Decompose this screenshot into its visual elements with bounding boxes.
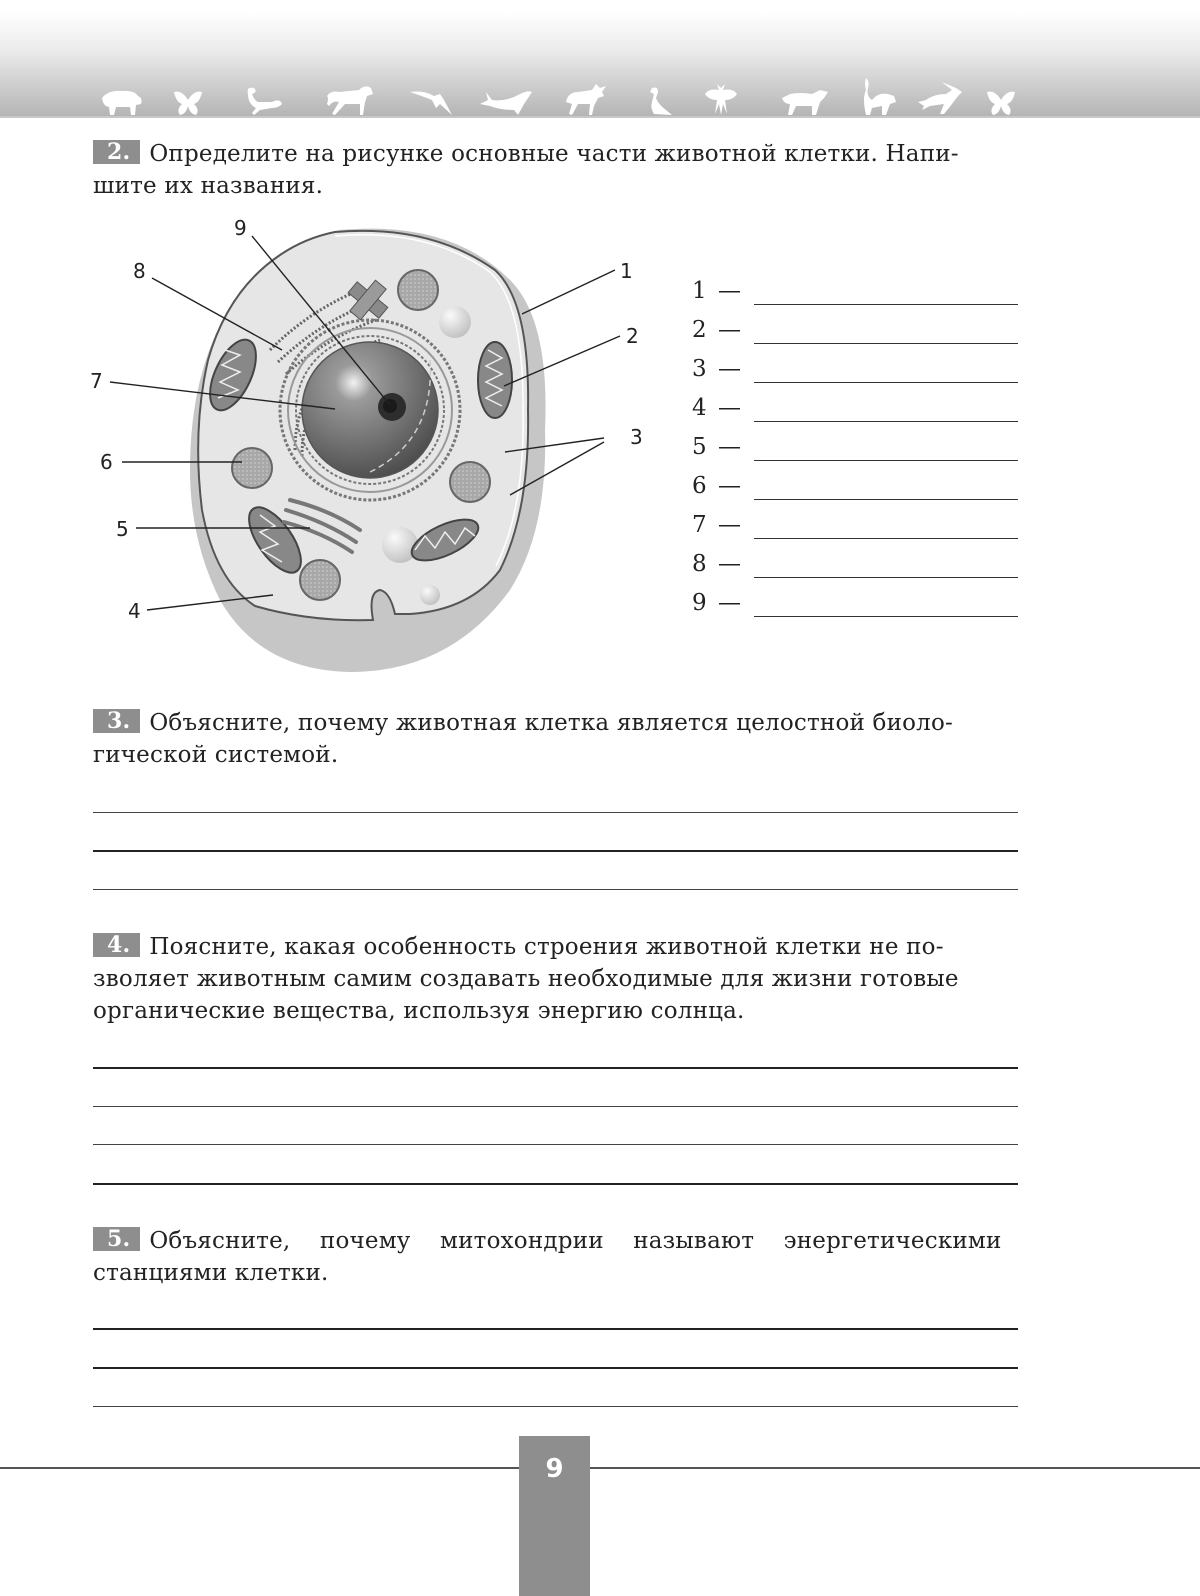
task-2-prompt	[93, 138, 1018, 202]
task-5-answer-line-2[interactable]	[93, 1367, 1018, 1369]
page-number-tab	[519, 1436, 590, 1596]
legend-dash: —	[718, 473, 741, 499]
answer-blank-6[interactable]	[754, 499, 1018, 500]
task-5-prompt	[93, 1225, 1018, 1289]
answer-blank-5[interactable]	[754, 460, 1018, 461]
legend-dash: —	[718, 590, 741, 616]
task-5-text-line1: Объясните, почему митохондрии называют энергетическими	[149, 1228, 1002, 1254]
task-5-number-badge: 5.	[93, 1227, 140, 1251]
callout-3: 3	[630, 425, 643, 449]
legend-number: 6	[692, 473, 707, 499]
answer-blank-4[interactable]	[754, 421, 1018, 422]
horse-icon	[325, 84, 375, 116]
legend-row-8	[692, 551, 1022, 589]
rhinoceros-icon	[780, 86, 830, 116]
animal-cell-diagram	[90, 210, 660, 680]
callout-4: 4	[128, 599, 141, 623]
task-5-text-line2: станциями клетки.	[93, 1260, 329, 1286]
answer-blank-3[interactable]	[754, 382, 1018, 383]
legend-row-7	[692, 512, 1022, 550]
task-4-number-badge: 4.	[93, 933, 140, 957]
callout-8: 8	[133, 259, 146, 283]
scorpion-icon	[242, 86, 284, 116]
task-3-answer-line-3[interactable]	[93, 889, 1018, 890]
legend-row-9	[692, 590, 1022, 628]
task-3-answer-line-2[interactable]	[93, 850, 1018, 852]
task-4-text-line3: органические вещества, используя энергию солнца.	[93, 998, 745, 1024]
task-4-text-line1: Поясните, какая особенность строения животной клетки не по-	[149, 934, 944, 960]
task-3-number-badge: 3.	[93, 709, 140, 733]
callout-6: 6	[100, 450, 113, 474]
animal-cell-figure	[90, 210, 660, 680]
legend-dash: —	[718, 512, 741, 538]
callout-1: 1	[620, 259, 633, 283]
task-5-answer-line-1[interactable]	[93, 1328, 1018, 1330]
legend-number: 4	[692, 395, 707, 421]
task-3-text-line1: Объясните, почему животная клетка является целостной биоло-	[149, 710, 953, 736]
callout-9: 9	[234, 216, 247, 240]
legend-dash: —	[718, 395, 741, 421]
legend-number: 9	[692, 590, 707, 616]
task-2-text-line2: шите их названия.	[93, 173, 324, 199]
task-4-answer-line-2[interactable]	[93, 1106, 1018, 1107]
legend-dash: —	[718, 278, 741, 304]
swallow-icon	[410, 88, 454, 116]
antelope-icon	[918, 80, 968, 116]
header-decoration-band	[0, 12, 1200, 118]
legend-number: 2	[692, 317, 707, 343]
legend-dash: —	[718, 434, 741, 460]
legend-row-2	[692, 317, 1022, 355]
task-5-answer-line-3[interactable]	[93, 1406, 1018, 1407]
task-2-number-badge: 2.	[93, 140, 140, 164]
moth-icon	[703, 84, 739, 116]
task-4-answer-line-3[interactable]	[93, 1144, 1018, 1145]
task-3-text-line2: гической системой.	[93, 742, 339, 768]
footer-rule	[0, 1467, 1200, 1469]
callout-2: 2	[626, 324, 639, 348]
answer-blank-9[interactable]	[754, 616, 1018, 617]
answer-blank-7[interactable]	[754, 538, 1018, 539]
butterfly-icon	[985, 90, 1017, 116]
page-number: 9	[545, 1454, 564, 1484]
legend-dash: —	[718, 317, 741, 343]
legend-dash: —	[718, 356, 741, 382]
task-2-text-line1: Определите на рисунке основные части животной клетки. Напи-	[149, 141, 959, 167]
answer-blank-2[interactable]	[754, 343, 1018, 344]
bison-icon	[100, 88, 144, 116]
task-4-prompt	[93, 931, 1018, 1027]
answer-blank-8[interactable]	[754, 577, 1018, 578]
task-3-answer-line-1[interactable]	[93, 812, 1018, 813]
dolphin-icon	[480, 88, 532, 116]
legend-number: 5	[692, 434, 707, 460]
legend-dash: —	[718, 551, 741, 577]
legend-number: 7	[692, 512, 707, 538]
legend-number: 1	[692, 278, 707, 304]
task-4-answer-line-4[interactable]	[93, 1183, 1018, 1185]
callout-7: 7	[90, 369, 103, 393]
legend-number: 8	[692, 551, 707, 577]
butterfly-icon	[172, 90, 204, 116]
legend-row-5	[692, 434, 1022, 472]
moose-icon	[562, 82, 608, 116]
legend-row-3	[692, 356, 1022, 394]
task-4-text-line2: зволяет животным самим создавать необходимые для жизни готовые	[93, 966, 959, 992]
legend-row-1	[692, 278, 1022, 316]
callout-5: 5	[116, 517, 129, 541]
legend-row-6	[692, 473, 1022, 511]
duck-icon	[648, 86, 672, 116]
legend-number: 3	[692, 356, 707, 382]
cat-icon	[862, 78, 898, 116]
answer-blank-1[interactable]	[754, 304, 1018, 305]
task-3-prompt	[93, 707, 1018, 771]
legend-row-4	[692, 395, 1022, 433]
task-4-answer-line-1[interactable]	[93, 1067, 1018, 1069]
